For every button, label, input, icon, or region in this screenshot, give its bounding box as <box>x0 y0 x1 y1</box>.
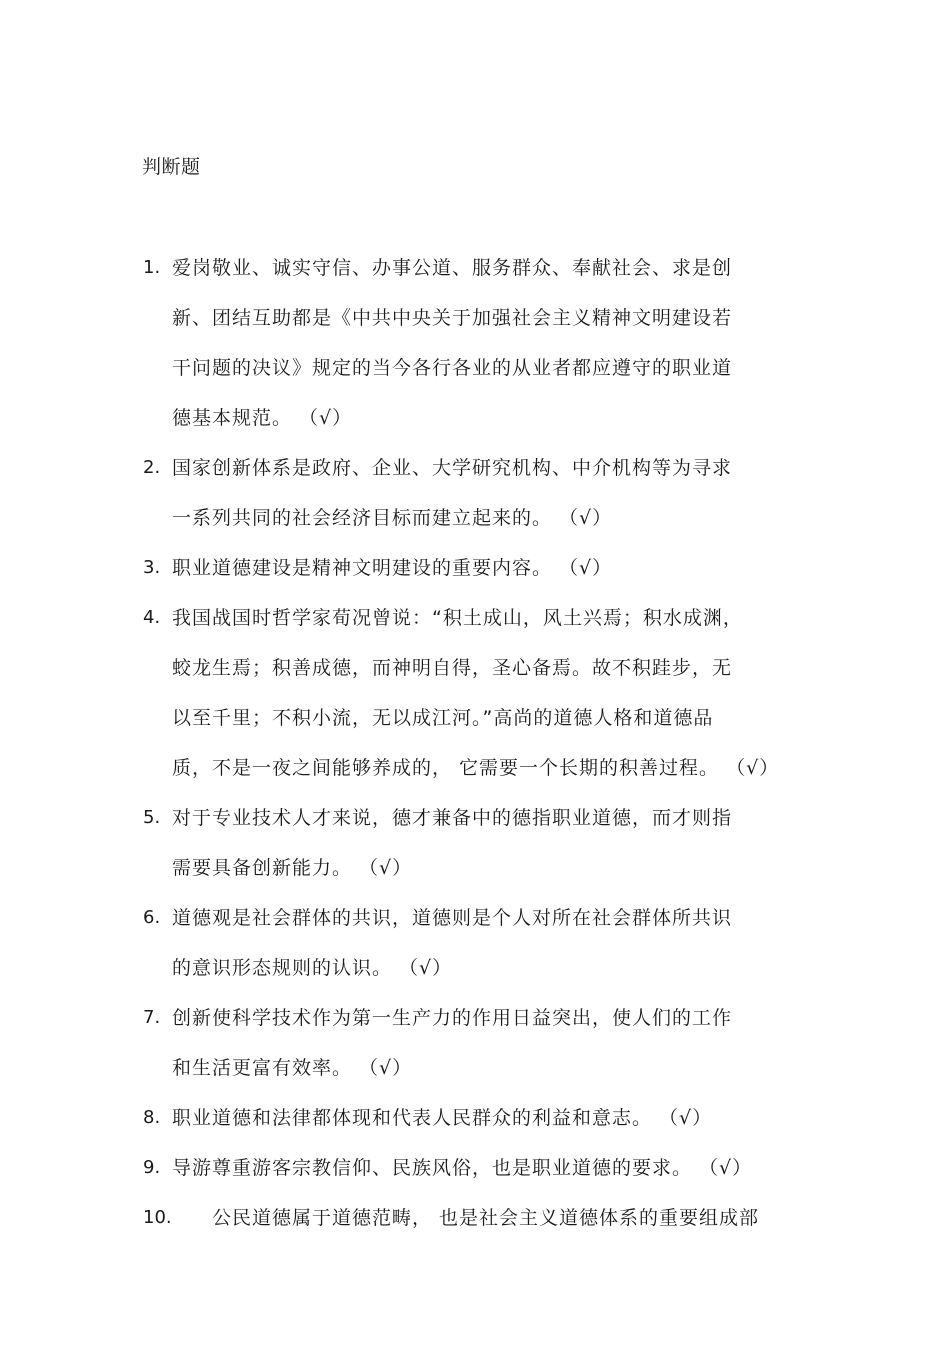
question-item-2 <box>0 450 950 550</box>
question-line <box>0 300 950 350</box>
question-line <box>0 250 950 300</box>
question-line <box>0 550 950 600</box>
question-text: 蛟龙生焉；积善成德，而神明自得，圣心备焉。故不积跬步，无 <box>172 657 733 679</box>
question-text: 公民道德属于道德范畴， 也是社会主义道德体系的重要组成部 <box>212 1207 760 1229</box>
question-text: 德基本规范。 （√） <box>172 407 353 429</box>
question-text: 爱岗敬业、诚实守信、办事公道、服务群众、奉献社会、求是创 <box>172 257 733 279</box>
question-line <box>0 500 950 550</box>
question-text: 对于专业技术人才来说，德才兼备中的德指职业道德，而才则指 <box>172 807 733 829</box>
question-line <box>0 700 950 750</box>
question-number: 10. <box>143 1207 172 1228</box>
question-item-5 <box>0 800 950 900</box>
question-item-9 <box>0 1150 950 1200</box>
question-number: 7. <box>143 1007 161 1028</box>
question-text: 职业道德和法律都体现和代表人民群众的利益和意志。 （√） <box>172 1107 713 1129</box>
question-number: 4. <box>143 607 161 628</box>
question-line <box>0 1100 950 1150</box>
question-text: 质，不是一夜之间能够养成的， 它需要一个长期的积善过程。 （√） <box>172 757 780 779</box>
question-text: 以至千里；不积小流，无以成江河。”高尚的道德人格和道德品 <box>172 707 714 729</box>
question-item-3 <box>0 550 950 600</box>
question-text: 干问题的决议》规定的当今各行各业的从业者都应遵守的职业道 <box>172 357 733 379</box>
question-text: 国家创新体系是政府、企业、大学研究机构、中介机构等为寻求 <box>172 457 733 479</box>
question-number: 2. <box>143 457 161 478</box>
question-line <box>0 600 950 650</box>
page-title: 判断题 <box>142 156 201 178</box>
question-list <box>0 250 950 1250</box>
question-line <box>0 750 950 800</box>
question-text: 和生活更富有效率。 （√） <box>172 1057 413 1079</box>
question-text: 创新使科学技术作为第一生产力的作用日益突出，使人们的工作 <box>172 1007 733 1029</box>
question-line <box>0 350 950 400</box>
question-text: 需要具备创新能力。 （√） <box>172 857 413 879</box>
question-line <box>0 1000 950 1050</box>
question-number: 3. <box>143 557 161 578</box>
question-line <box>0 400 950 450</box>
question-text: 一系列共同的社会经济目标而建立起来的。 （√） <box>172 507 613 529</box>
question-item-6 <box>0 900 950 1000</box>
question-line <box>0 650 950 700</box>
question-line <box>0 1150 950 1200</box>
question-item-4 <box>0 600 950 800</box>
question-item-1 <box>0 250 950 450</box>
question-number: 6. <box>143 907 161 928</box>
question-item-10 <box>0 1200 950 1250</box>
question-line <box>0 950 950 1000</box>
question-text: 新、团结互助都是《中共中央关于加强社会主义精神文明建设若 <box>172 307 733 329</box>
question-text: 我国战国时哲学家荀况曾说：“积土成山，风土兴焉；积水成渊， <box>172 607 743 629</box>
question-line <box>0 900 950 950</box>
question-line <box>0 1200 950 1250</box>
question-number: 1. <box>143 257 161 278</box>
question-number: 9. <box>143 1157 161 1178</box>
question-text: 道德观是社会群体的共识，道德则是个人对所在社会群体所共识 <box>172 907 733 929</box>
question-text: 的意识形态规则的认识。 （√） <box>172 957 453 979</box>
question-line <box>0 850 950 900</box>
question-line <box>0 800 950 850</box>
question-line <box>0 450 950 500</box>
question-item-7 <box>0 1000 950 1100</box>
question-text: 导游尊重游客宗教信仰、民族风俗，也是职业道德的要求。 （√） <box>172 1157 753 1179</box>
question-number: 8. <box>143 1107 161 1128</box>
question-item-8 <box>0 1100 950 1150</box>
question-line <box>0 1050 950 1100</box>
question-text: 职业道德建设是精神文明建设的重要内容。 （√） <box>172 557 613 579</box>
question-number: 5. <box>143 807 161 828</box>
